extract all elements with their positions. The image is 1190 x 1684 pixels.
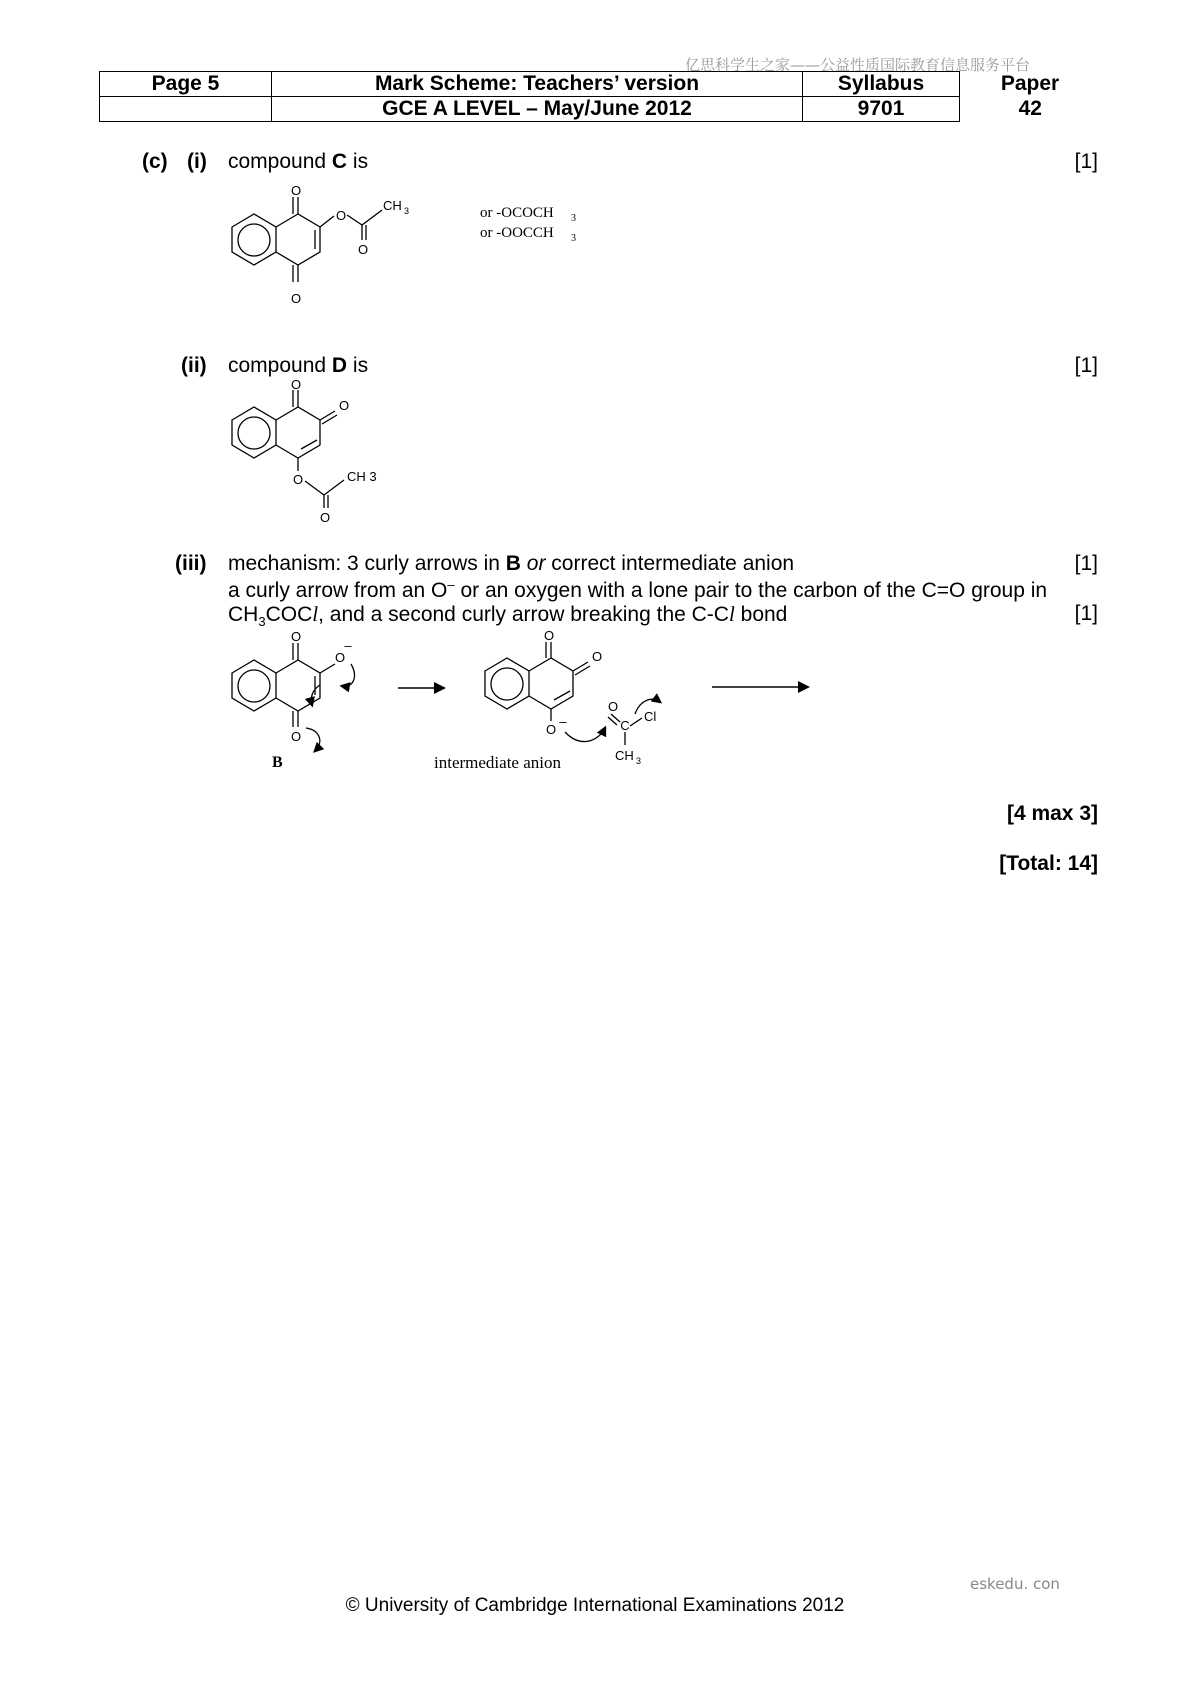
compound-d-structure xyxy=(220,378,420,528)
atom-ch3: CH xyxy=(615,748,634,763)
text: , and a second curly arrow breaking the C-C xyxy=(318,603,729,626)
text: bond xyxy=(734,603,788,626)
label-intermediate-anion: intermediate anion xyxy=(434,753,561,772)
text: a curly arrow from an O xyxy=(228,579,448,602)
header-title: Mark Scheme: Teachers’ version xyxy=(272,72,803,97)
subscript: 3 xyxy=(636,756,642,766)
subscript: 3 xyxy=(571,233,576,244)
part-iii-label: (iii) xyxy=(175,552,207,575)
text: is xyxy=(347,150,369,173)
paper-label: Paper xyxy=(1000,72,1060,95)
atom-o: O xyxy=(335,208,347,223)
atom-o: O xyxy=(292,472,304,487)
text: is xyxy=(347,354,369,377)
question-total: [Total: 14] xyxy=(999,852,1098,875)
part-total: [4 max 3] xyxy=(1006,802,1098,825)
atom-o: O xyxy=(357,242,369,257)
subscript: 3 xyxy=(404,206,410,216)
text-or: or xyxy=(526,552,546,575)
footer-copyright: © University of Cambridge International Examinations 2012 xyxy=(345,1595,845,1616)
part-i-label: (i) xyxy=(187,150,207,173)
atom-c: C xyxy=(620,718,630,733)
compound-c-structure xyxy=(220,180,590,315)
part-ii-label: (ii) xyxy=(181,354,207,377)
mechanism-diagram xyxy=(220,630,820,780)
text: mechanism: 3 curly arrows in xyxy=(228,552,506,575)
alt-formula-2: or -OOCCH xyxy=(480,225,554,241)
atom-o: O xyxy=(543,630,555,643)
mark-c-ii: [1] xyxy=(1074,354,1098,377)
compound-letter: B xyxy=(505,552,521,575)
text: or an oxygen with a lone pair to the carbon of the C=O group in xyxy=(454,579,1048,602)
mechanism-line-2 xyxy=(228,577,1098,603)
atom-charge: – xyxy=(344,638,352,653)
atom-o: O xyxy=(290,183,302,198)
atom-o: O xyxy=(319,510,331,525)
subscript: 3 xyxy=(571,213,576,224)
mark-c-iii-1: [1] xyxy=(1074,552,1098,575)
atom-o: O xyxy=(591,649,603,664)
compound-letter: C xyxy=(331,150,348,173)
compound-d-line xyxy=(228,354,368,378)
atom-o: O xyxy=(545,722,557,737)
page-number: Page 5 xyxy=(100,72,272,97)
text: COC xyxy=(265,603,313,626)
atom-ch3: CH xyxy=(383,198,402,213)
atom-o: O xyxy=(338,398,350,413)
superscript: – xyxy=(447,577,455,592)
mark-c-i: [1] xyxy=(1074,150,1098,173)
watermark-bottom: eskedu. con xyxy=(970,1575,1060,1593)
part-c-label: (c) xyxy=(142,150,168,173)
atom-charge: – xyxy=(559,714,567,729)
mechanism-line-3 xyxy=(228,602,787,629)
atom-cl: Cl xyxy=(644,709,657,724)
header-exam: GCE A LEVEL – May/June 2012 xyxy=(272,97,803,122)
paper-code: 42 xyxy=(1018,97,1042,120)
syllabus-code: 9701 xyxy=(803,97,960,122)
header-table xyxy=(99,71,1101,122)
page-number-blank xyxy=(100,97,272,122)
atom-o: O xyxy=(607,699,619,714)
subscript: 3 xyxy=(258,614,266,630)
atom-ch3: CH 3 xyxy=(347,469,377,484)
text: compound xyxy=(228,354,332,377)
atom-o: O xyxy=(290,630,302,644)
watermark-text: 亿思科学生之家——公益性质国际教育信息服务平台 xyxy=(685,56,1031,74)
compound-c-line xyxy=(228,150,368,174)
mechanism-line-1 xyxy=(228,552,794,576)
atom-o: O xyxy=(290,378,302,392)
text: CH xyxy=(228,603,259,626)
atom-o: O xyxy=(290,291,302,306)
alt-formula-1: or -OCOCH xyxy=(480,205,554,221)
intermediate-anion xyxy=(485,642,660,745)
text: correct intermediate anion xyxy=(545,552,795,575)
atom-o: O xyxy=(290,729,302,744)
text-l: l xyxy=(728,602,735,626)
syllabus-label: Syllabus xyxy=(803,72,960,97)
atom-o: O xyxy=(334,650,346,665)
label-b: B xyxy=(272,754,283,771)
text: compound xyxy=(228,150,332,173)
compound-letter: D xyxy=(331,354,348,377)
text-l: l xyxy=(312,602,319,626)
mark-c-iii-2: [1] xyxy=(1074,602,1098,625)
